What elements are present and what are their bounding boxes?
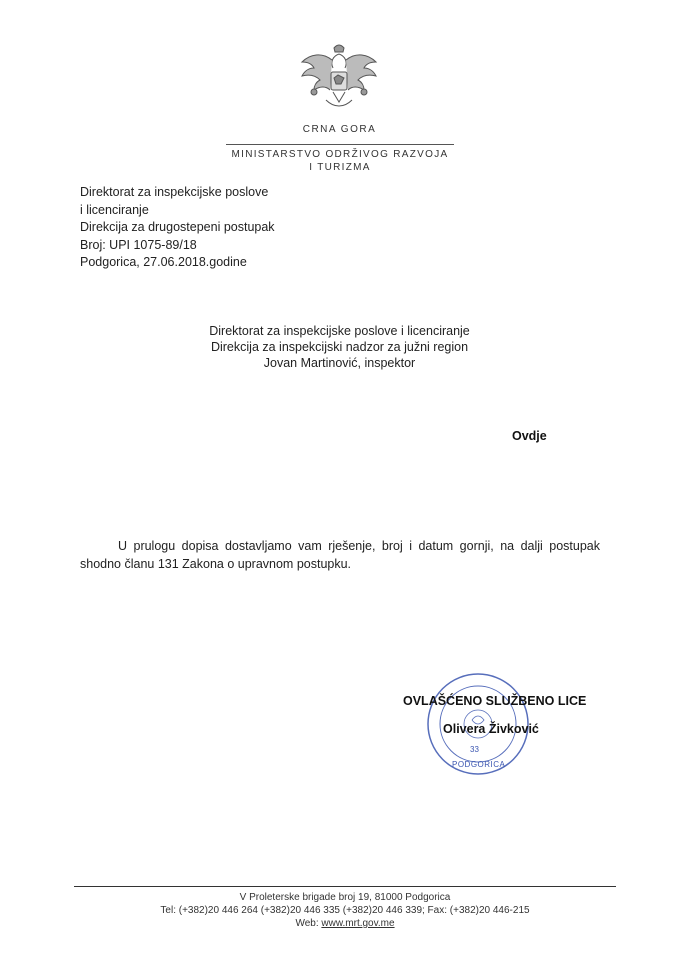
ministry-line-1: MINISTARSTVO ODRŽIVOG RAZVOJA bbox=[231, 149, 449, 160]
place-label: Ovdje bbox=[512, 429, 547, 443]
sender-line-3: Direkcija za drugostepeni postupak bbox=[80, 220, 275, 234]
country-heading: CRNA GORA bbox=[302, 124, 377, 135]
footer-phones: Tel: (+382)20 446 264 (+382)20 446 335 (+382)20 446 339; Fax: (+382)20 446-215 bbox=[160, 905, 530, 916]
recipient-block bbox=[0, 323, 679, 371]
document-number: Broj: UPI 1075-89/18 bbox=[80, 237, 197, 252]
recipient-line-3: Jovan Martinović, inspektor bbox=[263, 356, 416, 370]
sender-line-2: i licenciranje bbox=[80, 202, 149, 217]
letter-body bbox=[80, 537, 600, 573]
footer-web-label: Web: bbox=[295, 918, 319, 929]
stamp-number: 33 bbox=[470, 745, 479, 754]
website-link[interactable]: www.mrt.gov.me bbox=[321, 918, 395, 929]
recipient-line-1: Direktorat za inspekcijske poslove i licenciranje bbox=[209, 324, 470, 338]
signatory-title: OVLAŠĆENO SLUŽBENO LICE bbox=[403, 694, 587, 708]
footer-address: V Proleterske brigade broj 19, 81000 Podgorica bbox=[239, 892, 451, 903]
ministry-line-2: I TURIZMA bbox=[309, 162, 371, 173]
sender-block bbox=[80, 184, 275, 272]
place-date: Podgorica, 27.06.2018.godine bbox=[80, 255, 247, 269]
ministry-heading bbox=[226, 148, 454, 174]
footer bbox=[74, 891, 616, 930]
recipient-line-2: Direkcija za inspekcijski nadzor za južni region bbox=[210, 340, 469, 354]
stamp-city: PODGORICA bbox=[452, 760, 506, 769]
sender-line-1: Direktorat za inspekcijske poslove bbox=[80, 185, 269, 199]
letterhead-divider bbox=[226, 144, 454, 145]
body-paragraph: U prulogu dopisa dostavljamo vam rješenje, broj i datum gornji, na dalji postupak shodno članu 131 Zakona o upravnom postupku. bbox=[80, 539, 600, 571]
signatory-name: Olivera Živković bbox=[443, 722, 539, 736]
footer-divider bbox=[74, 886, 616, 887]
coat-of-arms-emblem bbox=[296, 42, 382, 112]
footer-web bbox=[74, 917, 616, 930]
